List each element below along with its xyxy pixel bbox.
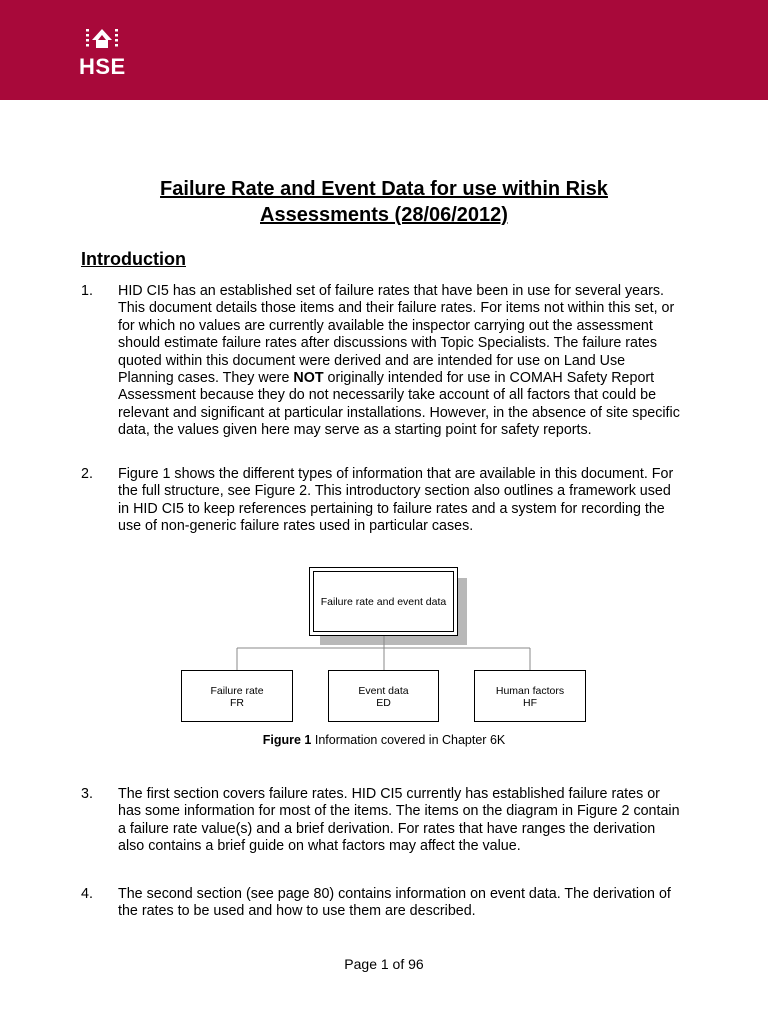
- paragraph-text-part: originally intended for use in COMAH Safety Report Assessment because they do not necessarily take account of all factors that could be relevant and significant at particular installations. However, in the absence of site specific data, the values given here may serve as a starting point for safety reports.: [118, 370, 680, 439]
- figure-box-human-factors: [474, 670, 586, 722]
- paragraph-number: 1.: [81, 283, 93, 299]
- box-label-line2: FR: [230, 697, 244, 709]
- paragraph-text: Figure 1 shows the different types of information that are available in this document. For the full structure, see Figure 2. This introductory section also outlines a framework used in HID CI5 to keep references pertaining to failure rates and a system for recording the use of non-generic failure rates used in particular cases.: [118, 466, 674, 535]
- paragraph-4: [81, 886, 681, 921]
- figure-caption: [0, 732, 768, 748]
- title-line-1: Failure Rate and Event Data for use within Risk: [160, 178, 608, 200]
- caption-text: Information covered in Chapter 6K: [311, 733, 506, 747]
- figure-box-failure-rate: [181, 670, 293, 722]
- paragraph-text: The second section (see page 80) contains information on event data. The derivation of the rates to be used and how to use them are described.: [118, 886, 671, 920]
- figure-root-box: [309, 567, 458, 636]
- paragraph-text-part: HID CI5 has an established set of failure rates that have been in use for several years. This document details those items and their failure rates. For items not within this set, or for which no values are currently available the inspector carrying out the assessment should estimate failure rates after discussions with Topic Specialists. The failure rates quoted within this document were derived and are intended for use on Land Use Planning cases. They were: [118, 283, 675, 387]
- box-label-line1: Failure rate: [210, 685, 264, 697]
- caption-label: Figure 1: [262, 733, 312, 747]
- paragraph-number: 2.: [81, 466, 93, 482]
- root-box-label: Failure rate and event data: [320, 596, 447, 608]
- title-line-2: Assessments (28/06/2012): [260, 204, 508, 226]
- page-number: Page 1 of 96: [344, 956, 424, 972]
- emphasis-not: NOT: [293, 370, 324, 387]
- box-label-line1: Event data: [358, 685, 409, 697]
- figure-box-event-data: [328, 670, 439, 722]
- paragraph-number: 4.: [81, 886, 93, 902]
- logo-text: HSE: [79, 54, 126, 79]
- box-label-line1: Human factors: [495, 685, 565, 697]
- paragraph-text: The first section covers failure rates. HID CI5 currently has established failure rates or has some information for most of the items. The items on the diagram in Figure 2 contain a failure rate value(s) and a brief derivation. For rates that have ranges the derivation also contains a brief guide on what factors may affect the value.: [118, 786, 680, 855]
- paragraph-number: 3.: [81, 786, 93, 802]
- box-label-line2: ED: [376, 697, 391, 709]
- paragraph-3: [81, 786, 681, 856]
- section-heading: Introduction: [81, 249, 186, 269]
- box-label-line2: HF: [523, 697, 537, 709]
